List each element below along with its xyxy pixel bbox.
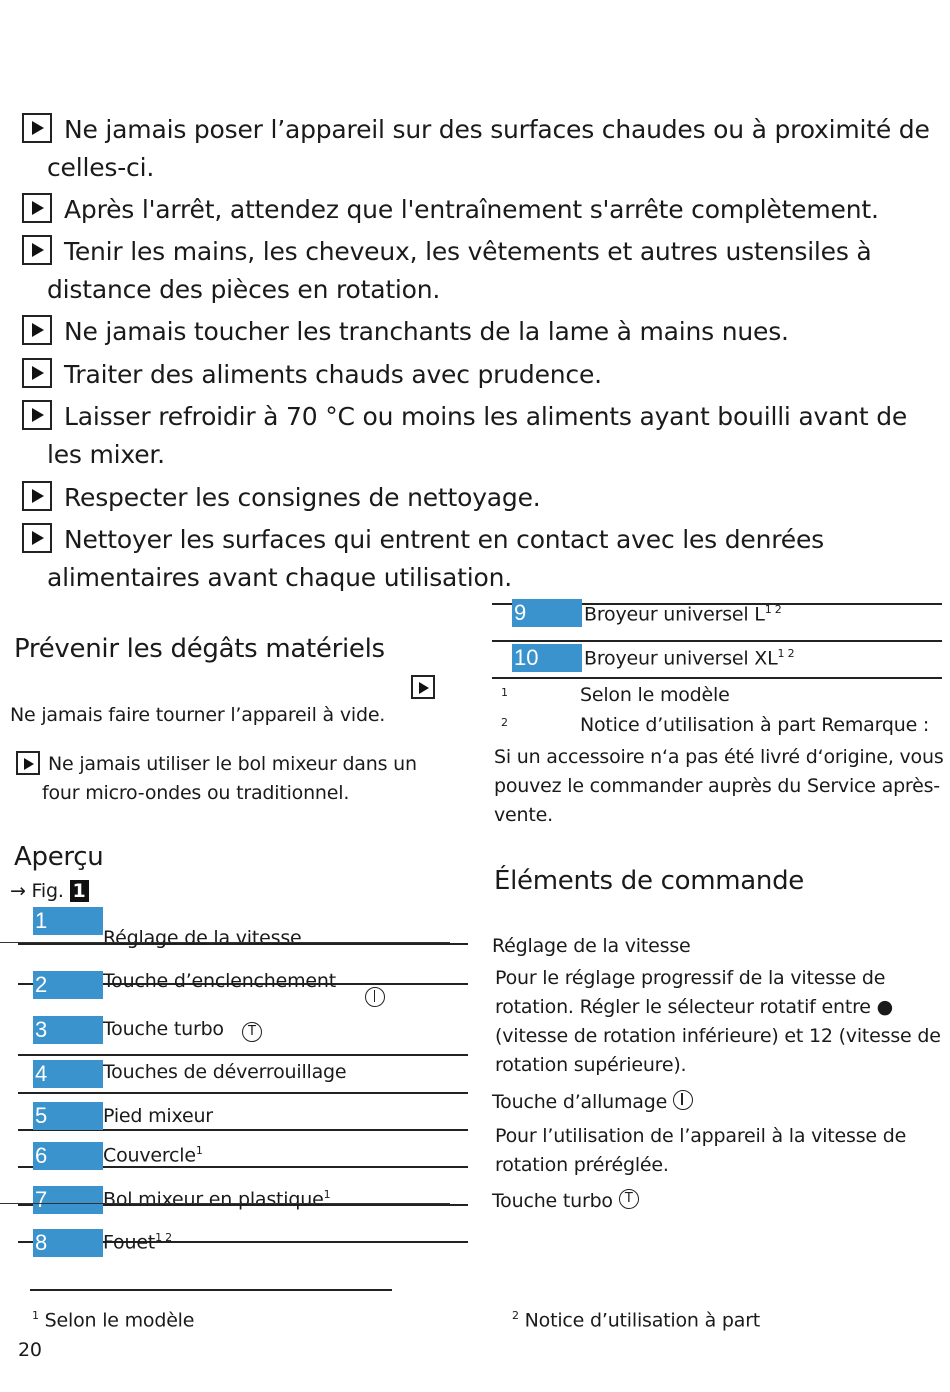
- play-icon: [22, 523, 52, 553]
- material-warning-bullet: Ne jamais utiliser le bol mixeur dans un four micro-ondes ou traditionnel.: [16, 750, 417, 808]
- remark-text: Si un accessoire n‘a pas été livré d‘origine, vous pouvez le commander auprès du Service après- vente.: [494, 746, 944, 826]
- play-icon: [22, 400, 52, 430]
- divider: [0, 942, 450, 943]
- control-title: Touche turbo T: [492, 1190, 639, 1212]
- play-icon: [22, 481, 52, 511]
- play-icon: [22, 315, 52, 345]
- play-icon: [22, 235, 52, 265]
- note-mark: 2: [501, 716, 508, 729]
- safety-bullet: Traiter des aliments chauds avec prudence.: [22, 356, 932, 394]
- safety-bullet: Nettoyer les surfaces qui entrent en contact avec les denrées alimentaires avant chaque utilisation.: [22, 521, 932, 597]
- control-description: Pour l’utilisation de l’appareil à la vitesse de rotation préréglée.: [495, 1125, 907, 1176]
- play-icon: [22, 193, 52, 223]
- safety-bullet: Ne jamais toucher les tranchants de la lame à mains nues.: [22, 313, 932, 351]
- list-item-label: Broyeur universel $XL^{1 2}$: [584, 647, 795, 670]
- list-item: 2 Touche d’enclenchement: [18, 945, 468, 985]
- note-text: Notice d’utilisation à part Remarque :: [580, 714, 930, 736]
- list-item: 6 Couvercle$^1$: [18, 1142, 468, 1168]
- safety-bullet: Respecter les consignes de nettoyage.: [22, 479, 932, 517]
- footnote-2: $^2$ Notice d’utilisation à part: [512, 1309, 761, 1332]
- list-item: 5 Pied mixeur: [18, 1100, 468, 1131]
- list-item: 7 Bol mixeur en plastique$^1$: [18, 1186, 468, 1206]
- list-item: 3 Touche turbo T: [18, 1016, 468, 1056]
- divider: [492, 677, 942, 679]
- power-icon: [673, 1090, 693, 1110]
- divider: [0, 1203, 450, 1204]
- footnote-separator: [30, 1289, 392, 1291]
- section-heading-controls: Éléments de commande: [494, 866, 804, 896]
- figure-reference: → Fig. 1: [10, 880, 89, 902]
- safety-bullet: Après l'arrêt, attendez que l'entraînement s'arrête complètement.: [22, 191, 932, 229]
- control-title: Réglage de la vitesse: [492, 935, 691, 957]
- control-description: Pour le réglage progressif de la vitesse de rotation. Régler le sélecteur rotatif entre ● (vitesse de rotation inférieure) et 12 (vitesse de rotation supérieure).: [495, 967, 941, 1076]
- list-item: 8 Fouet$^{1 2}$: [18, 1229, 468, 1243]
- material-warning-text: Ne jamais faire tourner l’appareil à vide.: [10, 704, 386, 726]
- item-number: 9: [512, 599, 582, 627]
- item-number: 10: [512, 644, 582, 672]
- list-item: 4 Touches de déverrouillage: [18, 1058, 468, 1094]
- note-mark: 1: [501, 686, 508, 699]
- figure-number: 1: [70, 880, 89, 902]
- turbo-icon: T: [619, 1189, 639, 1209]
- page-number: 20: [18, 1339, 42, 1361]
- section-heading-material: Prévenir les dégâts matériels: [14, 634, 385, 664]
- safety-bullet: Tenir les mains, les cheveux, les vêtements et autres ustensiles à distance des pièces en rotation.: [22, 233, 932, 309]
- safety-bullet: Laisser refroidir à 70 °C ou moins les aliments ayant bouilli avant de les mixer.: [22, 398, 932, 474]
- divider: [492, 640, 942, 642]
- list-item: 1 Réglage de la vitesse: [18, 905, 468, 945]
- play-icon: [16, 751, 40, 775]
- turbo-icon: T: [242, 1022, 262, 1042]
- power-icon: [365, 987, 385, 1007]
- footnote-1: $^1$ Selon le modèle: [32, 1309, 195, 1332]
- section-heading-overview: Aperçu: [14, 842, 104, 872]
- safety-bullet: Ne jamais poser l’appareil sur des surfaces chaudes ou à proximité de celles-ci.: [22, 111, 932, 187]
- play-icon: [22, 113, 52, 143]
- play-icon: [411, 675, 435, 699]
- note-text: Selon le modèle: [580, 684, 730, 706]
- play-icon: [22, 358, 52, 388]
- control-title: Touche d’allumage: [492, 1091, 693, 1113]
- list-item-label: Broyeur universel $L^{1 2}$: [584, 603, 782, 626]
